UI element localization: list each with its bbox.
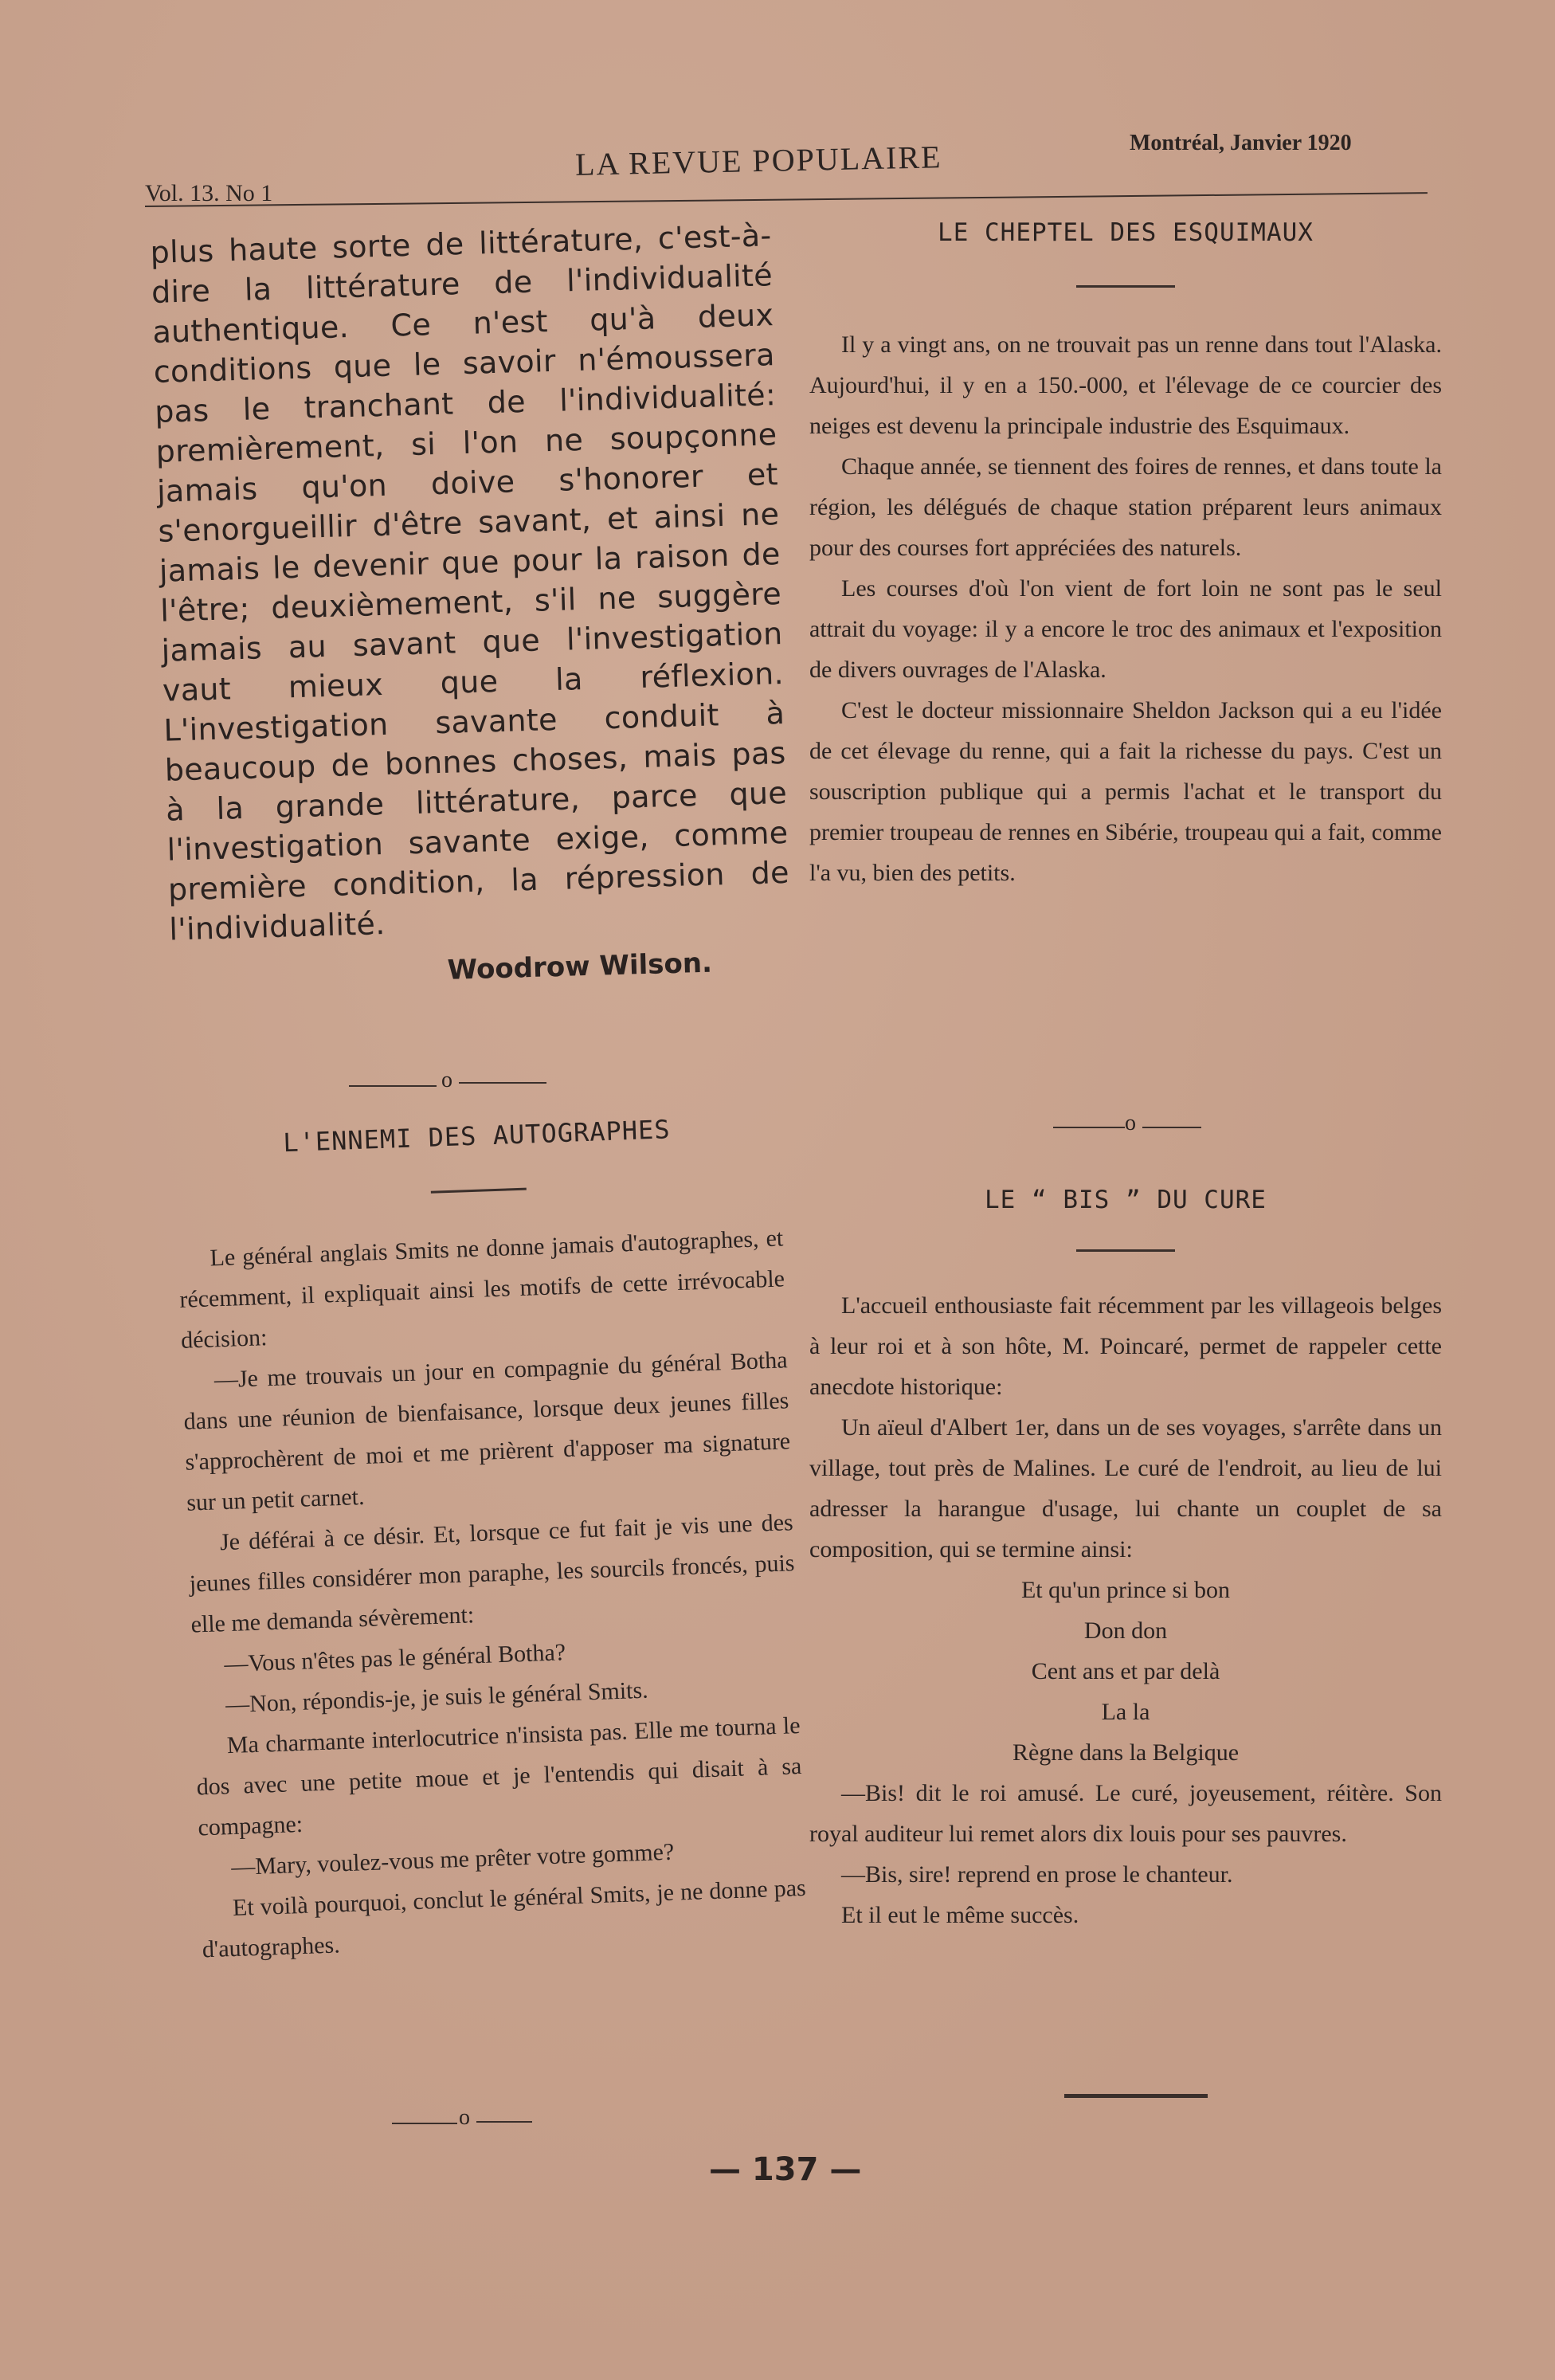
separator-right-mark: o bbox=[1125, 1111, 1136, 1135]
ennemi-p8: Et voilà pourquoi, conclut le général Smits, je ne donne pas d'autographes. bbox=[202, 1874, 807, 1963]
separator-right-line-2 bbox=[1142, 1127, 1201, 1128]
left-column bbox=[150, 215, 792, 994]
bis-verse-1: Et qu'un prince si bon bbox=[1020, 1577, 1231, 1603]
ennemi-p7: —Mary, voulez-vous me prêter votre gomme? bbox=[230, 1838, 675, 1881]
ennemi-p5: —Non, répondis-je, je suis le général Smits. bbox=[225, 1676, 649, 1719]
separator-left-line-1 bbox=[349, 1085, 437, 1087]
magazine-title: LA REVUE POPULAIRE bbox=[574, 139, 942, 182]
ennemi-p3: Je déférai à ce désir. Et, lorsque ce fut fait je vis une des jeunes filles considérer mon paraphe, les sourcils froncés, puis elle me demanda sévèrement: bbox=[189, 1509, 795, 1638]
end-ornament bbox=[1064, 2094, 1208, 2098]
bis-p5: Et il eut le même succès. bbox=[841, 1902, 1079, 1928]
issue-date: Montréal, Janvier 1920 bbox=[1130, 131, 1352, 155]
bis-p3: —Bis! dit le roi amusé. Le curé, joyeusement, réitère. Son royal auditeur lui remet alors dix louis pour ses pauvres. bbox=[809, 1780, 1442, 1847]
ennemi-p4: —Vous n'êtes pas le général Botha? bbox=[223, 1639, 566, 1678]
cheptel-body bbox=[809, 324, 1442, 893]
wilson-paragraph: plus haute sorte de littérature, c'est-à-dire la littérature de l'individualité authentique. Ce n'est qu'à deux conditions que le savoir n'émoussera pas le tranchant de l'individualité: premièrement, si l'on ne soupçonne jamais qu'on doive s'honorer et s'enorgueillir d'être savant, et ainsi ne jamais le devenir que pour la raison de l'être; deuxièmement, s'il ne suggère jamais au savant que l'investigation vaut mieux que la réflexion. L'investigation savante conduit à beaucoup de bonnes choses, mais pas à la grande littérature, parce que l'investigation savante exige, comme première condition, la répression de l'individualité. bbox=[150, 218, 790, 947]
bis-title: LE “ BIS ” DU CURE bbox=[985, 1186, 1267, 1214]
cheptel-p4: C'est le docteur missionnaire Sheldon Jackson qui a eu l'idée de cet élevage du renne, qui a fait la richesse du pays. C'est un souscription publique qui a permis l'achat et le transport du premier troupeau de rennes en Sibérie, troupeau qui a fait, comme l'a vu, bien des petits. bbox=[809, 697, 1442, 886]
separator-bottom-line-2 bbox=[476, 2121, 532, 2123]
separator-left-line-2 bbox=[459, 1082, 546, 1084]
bis-verse-3: Cent ans et par delà bbox=[1031, 1658, 1220, 1684]
bis-title-rule bbox=[1076, 1249, 1175, 1252]
ennemi-title-rule bbox=[431, 1188, 527, 1194]
ennemi-body bbox=[178, 1217, 809, 1970]
ennemi-p2: —Je me trouvais un jour en compagnie du général Botha dans une réunion de bienfaisance, lorsque deux jeunes filles s'approchèrent de moi et me prièrent d'apposer ma signature sur un petit carnet. bbox=[183, 1347, 791, 1516]
signature: Woodrow Wilson. bbox=[447, 947, 713, 986]
ennemi-article bbox=[174, 1110, 808, 1970]
bis-p4: —Bis, sire! reprend en prose le chanteur. bbox=[841, 1861, 1233, 1888]
cheptel-p1: Il y a vingt ans, on ne trouvait pas un renne dans tout l'Alaska. Aujourd'hui, il y en a 150.-000, et l'élevage de ce courcier des neiges est devenu la principale industrie des Esquimaux. bbox=[809, 331, 1442, 439]
separator-left-mark: o bbox=[441, 1068, 452, 1092]
page-number: — 137 — bbox=[709, 2151, 862, 2188]
header-rule bbox=[145, 192, 1428, 207]
bis-verse-5: Règne dans la Belgique bbox=[1012, 1739, 1240, 1766]
bis-p1: L'accueil enthousiaste fait récemment par les villageois belges à leur roi et à son hôte, M. Poincaré, permet de rappeler cette anecdote historique: bbox=[809, 1292, 1442, 1400]
cheptel-p2: Chaque année, se tiennent des foires de rennes, et dans toute la région, les délégués de chaque station préparent leurs animaux pour des courses fort appréciées des naturels. bbox=[809, 453, 1442, 561]
cheptel-p3: Les courses d'où l'on vient de fort loin ne sont pas le seul attrait du voyage: il y a encore le troc des animaux et l'exposition de divers ouvrages de l'Alaska. bbox=[809, 575, 1442, 683]
separator-right-line-1 bbox=[1053, 1127, 1125, 1128]
bis-article bbox=[809, 1186, 1442, 1935]
bis-body bbox=[809, 1285, 1442, 1935]
bis-p2: Un aïeul d'Albert 1er, dans un de ses voyages, s'arrête dans un village, tout près de Malines. Le curé de l'endroit, au lieu de lui adresser la harangue d'usage, lui chante un couplet de sa composition, qui se termine ainsi: bbox=[809, 1414, 1442, 1562]
cheptel-title: LE CHEPTEL DES ESQUIMAUX bbox=[938, 218, 1314, 247]
ennemi-p6: Ma charmante interlocutrice n'insista pas. Elle me tourna le dos avec une petite moue et je l'entendis qui disait à sa compagne: bbox=[196, 1712, 802, 1841]
cheptel-article bbox=[809, 218, 1442, 893]
bis-verse-4: La la bbox=[1101, 1699, 1150, 1725]
cheptel-title-rule bbox=[1076, 285, 1175, 288]
separator-bottom-mark: o bbox=[459, 2105, 470, 2130]
bis-verse-2: Don don bbox=[1083, 1617, 1168, 1644]
ennemi-p1: Le général anglais Smits ne donne jamais d'autographes, et récemment, il expliquait ainsi les motifs de cette irrévocable décision: bbox=[178, 1225, 785, 1354]
separator-bottom-line-1 bbox=[392, 2123, 457, 2124]
volume-label: Vol. 13. No 1 bbox=[145, 180, 273, 206]
ennemi-title: L'ENNEMI DES AUTOGRAPHES bbox=[282, 1114, 672, 1159]
